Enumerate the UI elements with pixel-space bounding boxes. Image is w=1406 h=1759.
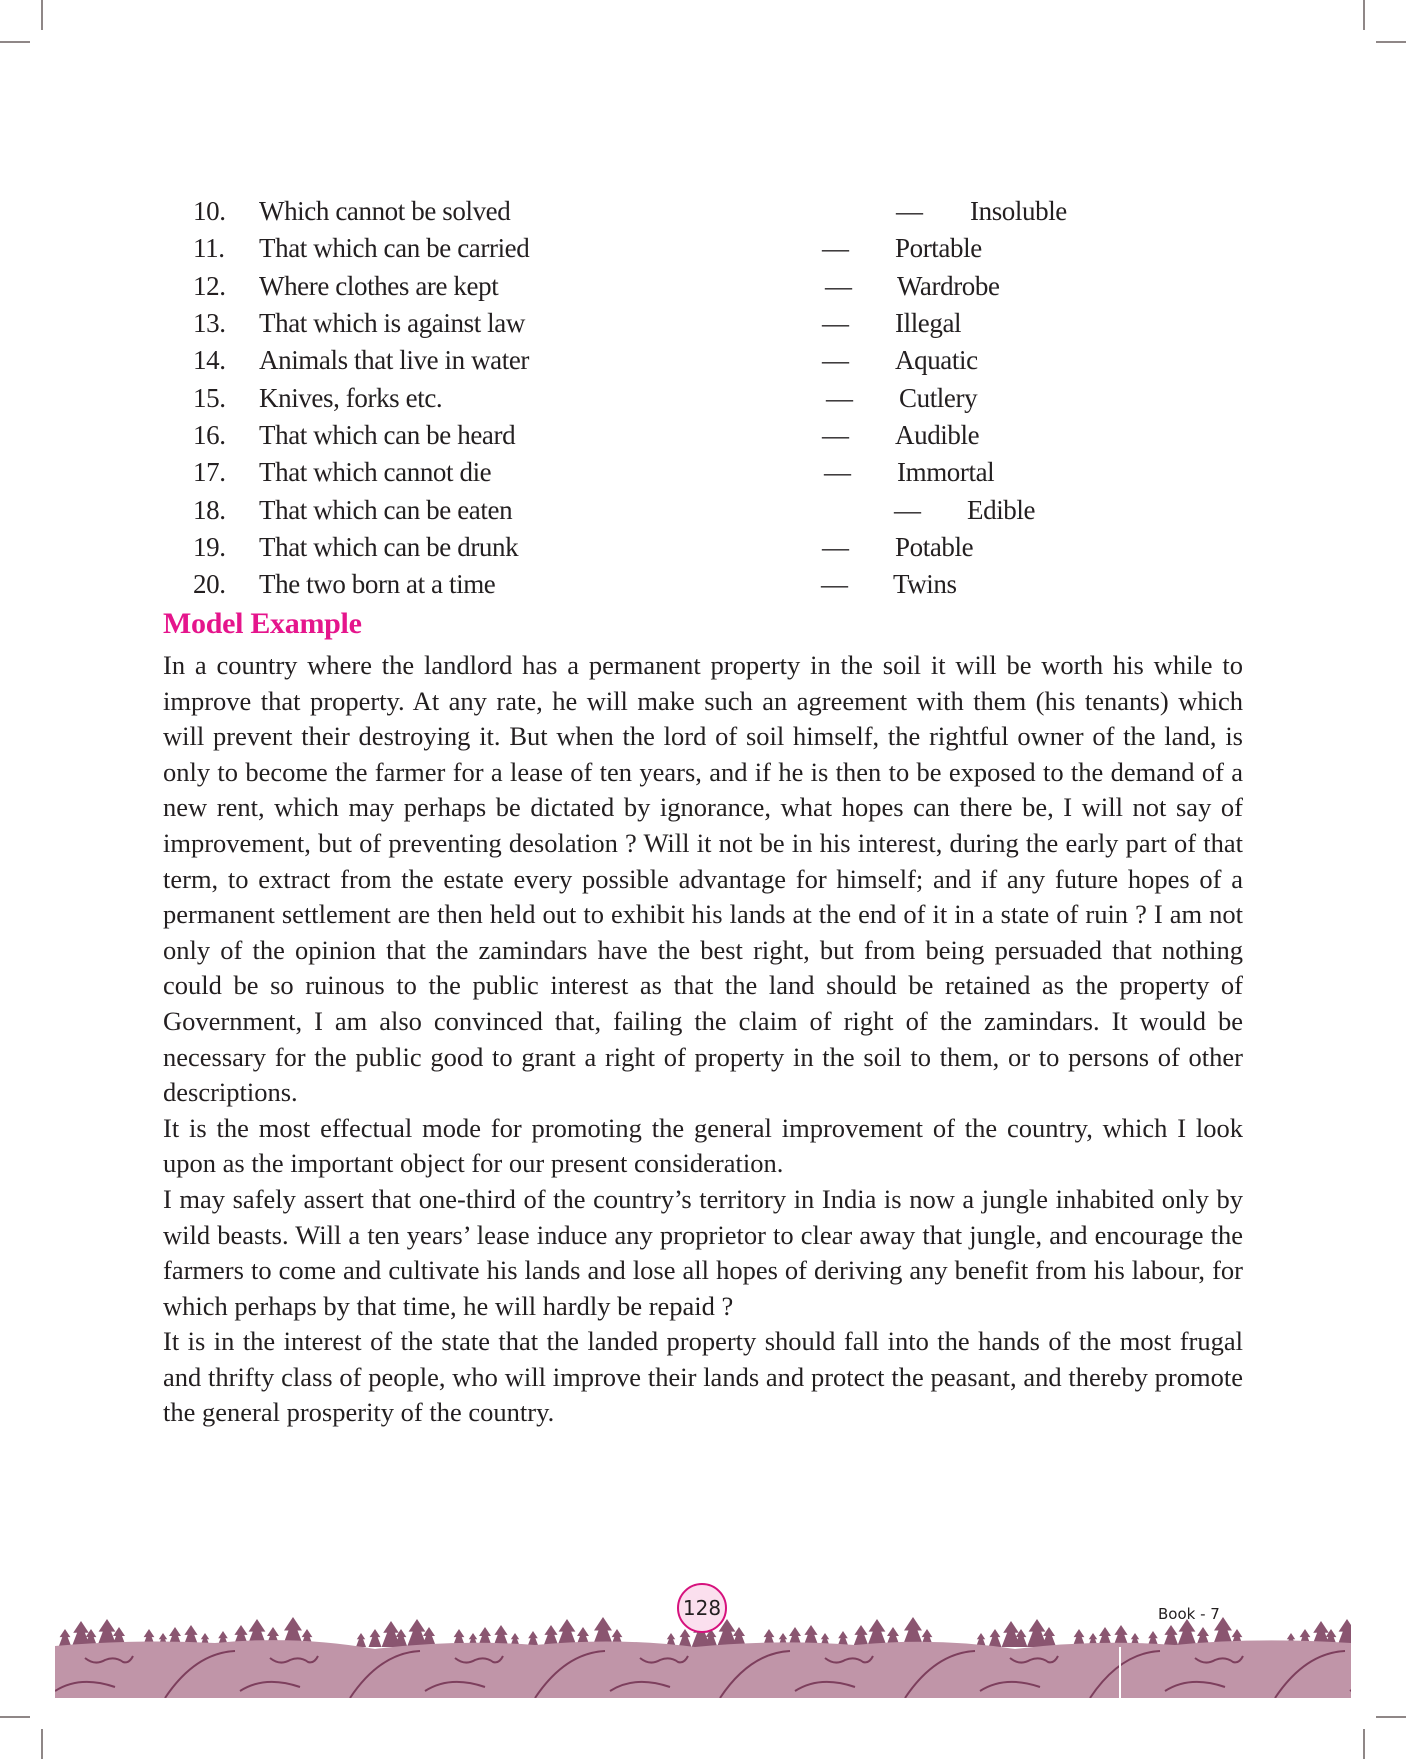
list-item bbox=[0, 305, 1406, 341]
crop-mark-top-left-v bbox=[41, 0, 43, 30]
item-dash: — bbox=[822, 233, 849, 263]
item-number: 10. bbox=[193, 196, 226, 226]
item-answer: Potable bbox=[895, 532, 974, 562]
item-dash: — bbox=[896, 196, 923, 226]
item-phrase: That which is against law bbox=[259, 308, 525, 338]
tree-icon bbox=[1163, 1625, 1179, 1647]
item-phrase: Animals that live in water bbox=[259, 345, 530, 375]
paragraph: I may safely assert that one-third of the country’s territory in India is now a jungle inhabited only by wild beasts. Will a ten years’ lease induce any proprietor to clear away that jungle, and encourage the farmers to come and cultivate his lands and lose all hopes of deriving any benefit from his labour, for which perhaps by that time, he will hardly be repaid ? bbox=[163, 1183, 1243, 1321]
item-phrase: That which can be carried bbox=[259, 233, 530, 263]
item-phrase: Where clothes are kept bbox=[259, 271, 499, 301]
item-phrase: That which cannot die bbox=[259, 457, 492, 487]
item-answer: Insoluble bbox=[970, 196, 1067, 226]
crop-mark-top-right-h bbox=[1376, 41, 1406, 43]
item-answer: Edible bbox=[967, 495, 1036, 525]
list-item bbox=[0, 193, 1406, 229]
section-heading: Model Example bbox=[163, 607, 362, 640]
tree-icon bbox=[679, 1629, 692, 1647]
paragraph: It is the most effectual mode for promoting the general improvement of the country, which I look upon as the important object for our present consideration. bbox=[163, 1112, 1243, 1179]
item-number: 12. bbox=[193, 271, 226, 301]
item-answer: Aquatic bbox=[895, 345, 978, 375]
item-dash: — bbox=[826, 383, 853, 413]
item-number: 13. bbox=[193, 308, 226, 338]
tree-icon bbox=[369, 1629, 382, 1647]
item-phrase: Knives, forks etc. bbox=[259, 383, 443, 413]
tree-icon bbox=[59, 1629, 72, 1647]
item-phrase: That which can be drunk bbox=[259, 532, 519, 562]
crop-mark-bottom-right-h bbox=[1376, 1716, 1406, 1718]
item-dash: — bbox=[822, 308, 849, 338]
item-number: 20. bbox=[193, 569, 226, 599]
item-answer: Immortal bbox=[897, 457, 995, 487]
page-number: 128 bbox=[682, 1596, 722, 1620]
list-item bbox=[0, 492, 1406, 528]
list-item bbox=[0, 417, 1406, 453]
hills-seam bbox=[1119, 1647, 1121, 1698]
item-number: 17. bbox=[193, 457, 226, 487]
item-number: 14. bbox=[193, 345, 226, 375]
item-answer: Illegal bbox=[895, 308, 962, 338]
list-item bbox=[0, 529, 1406, 565]
item-number: 15. bbox=[193, 383, 226, 413]
list-item bbox=[0, 268, 1406, 304]
tree-icon bbox=[1177, 1619, 1197, 1647]
item-dash: — bbox=[822, 345, 849, 375]
crop-mark-bottom-left-v bbox=[41, 1729, 43, 1759]
model-example-text bbox=[163, 648, 1243, 1431]
item-phrase: That which can be heard bbox=[259, 420, 516, 450]
item-dash: — bbox=[824, 457, 851, 487]
list-item bbox=[0, 454, 1406, 490]
crop-mark-top-right-v bbox=[1363, 0, 1365, 30]
item-number: 18. bbox=[193, 495, 226, 525]
item-answer: Cutlery bbox=[899, 383, 978, 413]
list-item bbox=[0, 566, 1406, 602]
item-phrase: Which cannot be solved bbox=[259, 196, 511, 226]
list-item bbox=[0, 342, 1406, 378]
crop-mark-bottom-right-v bbox=[1363, 1729, 1365, 1759]
item-number: 16. bbox=[193, 420, 226, 450]
crop-mark-top-left-h bbox=[0, 41, 30, 43]
paragraph: It is in the interest of the state that the landed property should fall into the hands of the most frugal and thrifty class of people, who will improve their lands and protect the peasant, and thereby promote the general prosperity of the country. bbox=[163, 1326, 1243, 1428]
list-item bbox=[0, 230, 1406, 266]
book-label: Book - 7 bbox=[1158, 1605, 1220, 1623]
crop-mark-bottom-left-h bbox=[0, 1716, 30, 1718]
item-number: 19. bbox=[193, 532, 226, 562]
item-dash: — bbox=[822, 420, 849, 450]
item-answer: Audible bbox=[895, 420, 980, 450]
item-dash: — bbox=[825, 271, 852, 301]
list-item bbox=[0, 380, 1406, 416]
item-phrase: That which can be eaten bbox=[259, 495, 513, 525]
item-answer: Portable bbox=[895, 233, 982, 263]
paragraph: In a country where the landlord has a permanent property in the soil it will be worth his while to improve that property. At any rate, he will make such an agreement with them (his tenants) which will prevent their destroying it. But when the lord of soil himself, the rightful owner of the land, is only to become the farmer for a lease of ten years, and if he is then to be exposed to the demand of a new rent, which may perhaps be dictated by ignorance, what hopes can there be, I will not say of improvement, but of preventing desolation ? Will it not be in his interest, during the early part of that term, to extract from the estate every possible advantage for himself; and if any future hopes of a permanent settlement are then held out to exhibit his lands at the end of it in a state of ruin ? I am not only of the opinion that the zamindars have the best right, but from being persuaded that nothing could be so ruinous to the public interest as that the land should be retained as the property of Government, I am also convinced that, failing the claim of right of the zamindars. It would be necessary for the public good to grant a right of property in the soil to them, or to persons of other descriptions. bbox=[163, 650, 1243, 1108]
tree-icon bbox=[356, 1633, 366, 1647]
hills-base bbox=[55, 1640, 1351, 1698]
tree-icon bbox=[989, 1629, 1002, 1647]
item-number: 11. bbox=[193, 233, 225, 263]
item-answer: Wardrobe bbox=[897, 271, 1000, 301]
item-answer: Twins bbox=[893, 569, 957, 599]
item-dash: — bbox=[822, 532, 849, 562]
item-dash: — bbox=[894, 495, 921, 525]
tree-icon bbox=[853, 1625, 869, 1647]
page-number-badge bbox=[677, 1583, 727, 1633]
item-phrase: The two born at a time bbox=[259, 569, 496, 599]
item-dash: — bbox=[821, 569, 848, 599]
